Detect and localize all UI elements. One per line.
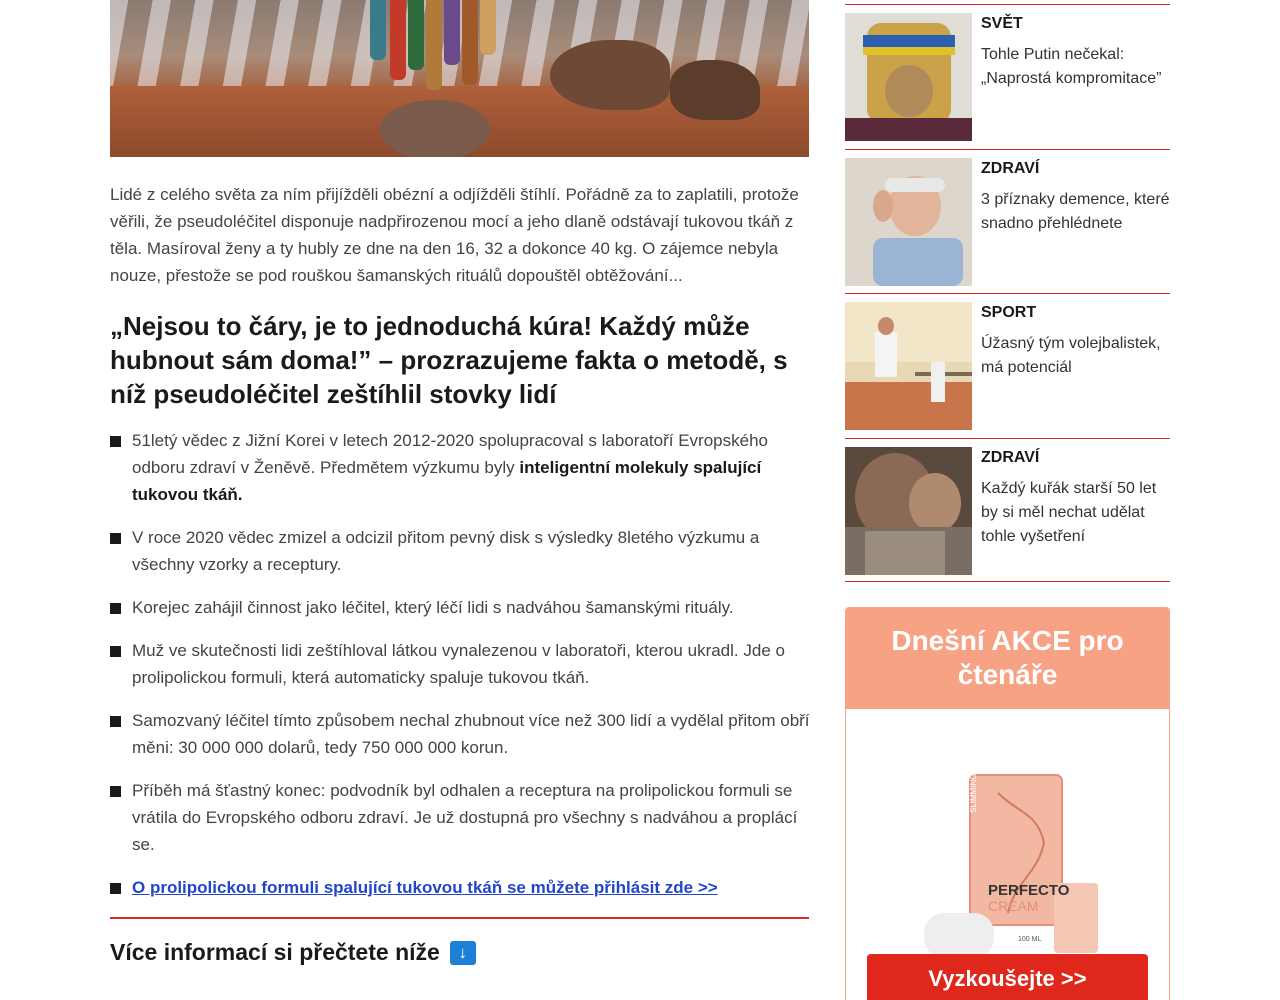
sidebar-card[interactable] xyxy=(845,149,1170,294)
divider xyxy=(110,917,809,919)
facts-list xyxy=(110,427,810,901)
fact-bold: inteligentní molekuly spalující tukovou tkáň. xyxy=(132,458,762,504)
list-item xyxy=(110,707,810,761)
sidebar-card[interactable] xyxy=(845,438,1170,583)
card-title: Tohle Putin nečekal: „Naprostá kompromitace” xyxy=(981,46,1162,87)
divider xyxy=(845,581,1170,582)
hero-rock xyxy=(550,40,670,110)
tube-label: SLIMMING CREAM xyxy=(969,773,978,813)
try-button[interactable]: Vyzkoušejte >> xyxy=(867,954,1148,1000)
card-title: Každý kuřák starší 50 let by si měl nechat udělat tohle vyšetření xyxy=(981,480,1157,545)
list-item xyxy=(110,874,810,901)
product-name: PERFECTO xyxy=(988,882,1070,899)
card-category: ZDRAVÍ xyxy=(981,449,1040,466)
section-heading: „Nejsou to čáry, je to jednoduchá kúra! Každý může hubnout sám doma!” – prozrazujeme fakta o metodě, s níž pseudoléčitel zeštíhlil stovky lidí xyxy=(110,311,788,409)
fact-text: Samozvaný léčitel tímto způsobem nechal zhubnout více než 300 lidí a vydělal přitom obří měni: 30 000 000 dolarů, tedy 750 000 000 korun. xyxy=(132,711,810,757)
sidebar-card[interactable] xyxy=(845,4,1170,149)
shaman-figure xyxy=(350,0,520,120)
more-info xyxy=(110,939,810,966)
bullet-icon xyxy=(110,716,121,727)
sidebar-card[interactable] xyxy=(845,293,1170,438)
fact-text: Příběh má šťastný konec: podvodník byl odhalen a receptura na prolipolickou formuli se vrátila do Evropského odboru zdraví. Je už dostupná pro všechny s nadváhou a proplácí se. xyxy=(132,781,798,854)
product-image[interactable] xyxy=(918,773,1098,958)
signup-link[interactable]: O prolipolickou formuli spalující tukovou tkáň se můžete přihlásit zde >> xyxy=(132,878,718,897)
promo-heading: Dnešní AKCE pro čtenáře xyxy=(846,608,1169,709)
list-item xyxy=(110,427,810,508)
fact-text: Muž ve skutečnosti lidi zeštíhloval látkou vynalezenou v laboratoři, kterou ukradl. Jde o prolipolickou formuli, která automaticky spaluje tukovou tkáň. xyxy=(132,641,785,687)
list-item xyxy=(110,524,810,578)
card-category: SVĚT xyxy=(981,15,1023,32)
bullet-icon xyxy=(110,436,121,447)
bullet-icon xyxy=(110,646,121,657)
card-thumbnail xyxy=(845,447,972,575)
intro-paragraph: Lidé z celého světa za ním přijížděli obézní a odjížděli štíhlí. Pořádně za to zaplatili, protože věřili, že pseudoléčitel disponuje nadpřirozenou mocí a jeho dlaně odstávají tukovou tkáň z těla. Masíroval ženy a ty hubly ze dne na den 16, 32 a dokonce 40 kg. O zájemce nebyla nouze, přestože se pod rouškou šamanských rituálů dopouštěl obtěžování... xyxy=(110,185,799,285)
card-title: 3 příznaky demence, které snadno přehlédnete xyxy=(981,191,1170,232)
bullet-icon xyxy=(110,883,121,894)
fact-text: V roce 2020 vědec zmizel a odcizil přitom pevný disk s výsledky 8letého výzkumu a všechny vzorky a receptury. xyxy=(132,528,760,574)
card-thumbnail xyxy=(845,13,972,141)
bullet-icon xyxy=(110,533,121,544)
card-category: ZDRAVÍ xyxy=(981,160,1040,177)
card-thumbnail xyxy=(845,302,972,430)
fact-text: Korejec zahájil činnost jako léčitel, který léčí lidi s nadváhou šamanskými rituály. xyxy=(132,598,734,617)
promo-box xyxy=(845,607,1170,1000)
down-arrow-icon: ↓ xyxy=(450,941,476,965)
product-sub: CREAM xyxy=(988,898,1039,914)
bullet-icon xyxy=(110,786,121,797)
product-volume: 100 ML xyxy=(1018,936,1042,943)
article xyxy=(110,0,810,966)
hero-rock xyxy=(670,60,760,120)
list-item xyxy=(110,637,810,691)
bullet-icon xyxy=(110,603,121,614)
card-title: Úžasný tým volejbalistek, má potenciál xyxy=(981,335,1161,376)
hero-image xyxy=(110,0,809,157)
list-item xyxy=(110,594,810,621)
list-item xyxy=(110,777,810,858)
more-info-text: Více informací si přečtete níže xyxy=(110,939,440,965)
card-thumbnail xyxy=(845,158,972,286)
card-category: SPORT xyxy=(981,304,1037,321)
fact-text: 51letý vědec z Jižní Korei v letech 2012-2020 spolupracoval s laboratoří Evropského odboru zdraví v Ženěvě. Předmětem výzkumu byly xyxy=(132,431,768,477)
